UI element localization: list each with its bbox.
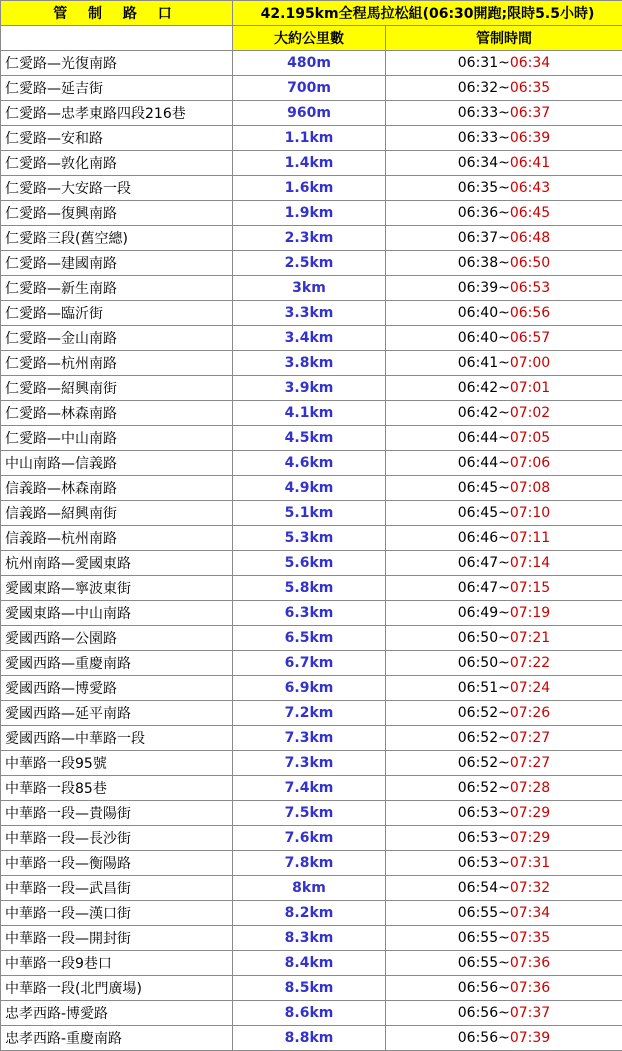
- checkpoint-location: 仁愛路—敦化南路: [1, 151, 233, 176]
- header-checkpoint-title: 管 制 路 口: [1, 1, 233, 26]
- table-row: [1, 126, 622, 151]
- time-end: 06:57: [510, 330, 550, 346]
- checkpoint-time-range: [386, 976, 622, 1001]
- table-row: [1, 526, 622, 551]
- time-separator: ~: [498, 230, 510, 246]
- checkpoint-time-range: [386, 526, 622, 551]
- checkpoint-distance: 3.3km: [233, 301, 386, 326]
- table-row: [1, 801, 622, 826]
- table-row: [1, 601, 622, 626]
- checkpoint-distance: 4.6km: [233, 451, 386, 476]
- checkpoint-distance: 1.9km: [233, 201, 386, 226]
- checkpoint-location: 仁愛路—杭州南路: [1, 351, 233, 376]
- checkpoint-time-range: [386, 801, 622, 826]
- checkpoint-location: 中華路一段—衡陽路: [1, 851, 233, 876]
- checkpoint-location: 中華路一段—貴陽街: [1, 801, 233, 826]
- time-end: 07:32: [510, 880, 550, 896]
- checkpoint-location: 中山南路—信義路: [1, 451, 233, 476]
- table-row: [1, 576, 622, 601]
- time-end: 07:01: [510, 380, 550, 396]
- time-separator: ~: [498, 705, 510, 721]
- time-separator: ~: [498, 730, 510, 746]
- table-header-row-title: [1, 1, 622, 26]
- checkpoint-location: 仁愛路—延吉街: [1, 76, 233, 101]
- time-end: 06:50: [510, 255, 550, 271]
- time-end: 07:28: [510, 780, 550, 796]
- checkpoint-distance: 8.5km: [233, 976, 386, 1001]
- table-row: [1, 326, 622, 351]
- checkpoint-location: 愛國西路—延平南路: [1, 701, 233, 726]
- time-start: 06:50: [458, 655, 498, 671]
- checkpoint-location: 中華路一段—武昌街: [1, 876, 233, 901]
- checkpoint-location: 仁愛路—建國南路: [1, 251, 233, 276]
- checkpoint-time-range: [386, 326, 622, 351]
- checkpoint-time-range: [386, 426, 622, 451]
- checkpoint-location: 中華路一段—漢口街: [1, 901, 233, 926]
- checkpoint-location: 仁愛路—復興南路: [1, 201, 233, 226]
- time-separator: ~: [498, 805, 510, 821]
- time-end: 07:39: [510, 1030, 550, 1046]
- table-row: [1, 826, 622, 851]
- time-separator: ~: [498, 830, 510, 846]
- checkpoint-time-range: [386, 251, 622, 276]
- time-end: 06:39: [510, 130, 550, 146]
- checkpoint-location: 仁愛路—安和路: [1, 126, 233, 151]
- time-separator: ~: [498, 255, 510, 271]
- checkpoint-distance: 7.3km: [233, 751, 386, 776]
- table-row: [1, 376, 622, 401]
- checkpoint-time-range: [386, 951, 622, 976]
- time-start: 06:55: [458, 905, 498, 921]
- time-end: 06:53: [510, 280, 550, 296]
- time-separator: ~: [498, 430, 510, 446]
- time-separator: ~: [498, 105, 510, 121]
- time-start: 06:56: [458, 1030, 498, 1046]
- checkpoint-distance: 8.3km: [233, 926, 386, 951]
- checkpoint-distance: 5.6km: [233, 551, 386, 576]
- table-row: [1, 201, 622, 226]
- checkpoint-time-range: [386, 176, 622, 201]
- time-separator: ~: [498, 630, 510, 646]
- time-separator: ~: [498, 155, 510, 171]
- time-start: 06:40: [458, 305, 498, 321]
- time-start: 06:36: [458, 205, 498, 221]
- table-row: [1, 751, 622, 776]
- checkpoint-distance: 1.4km: [233, 151, 386, 176]
- checkpoint-time-range: [386, 201, 622, 226]
- checkpoint-distance: 7.2km: [233, 701, 386, 726]
- time-separator: ~: [498, 355, 510, 371]
- checkpoint-distance: 8.8km: [233, 1026, 386, 1051]
- header-distance-column: 大約公里數: [233, 26, 386, 51]
- checkpoint-distance: 8.2km: [233, 901, 386, 926]
- time-end: 07:37: [510, 1005, 550, 1021]
- time-start: 06:33: [458, 105, 498, 121]
- time-end: 06:43: [510, 180, 550, 196]
- checkpoint-location: 忠孝西路-重慶南路: [1, 1026, 233, 1051]
- table-row: [1, 251, 622, 276]
- checkpoint-time-range: [386, 101, 622, 126]
- time-separator: ~: [498, 755, 510, 771]
- time-start: 06:40: [458, 330, 498, 346]
- checkpoint-distance: 3.4km: [233, 326, 386, 351]
- checkpoint-location: 杭州南路—愛國東路: [1, 551, 233, 576]
- checkpoint-distance: 2.5km: [233, 251, 386, 276]
- table-header-row-columns: [1, 26, 622, 51]
- time-start: 06:56: [458, 980, 498, 996]
- table-row: [1, 101, 622, 126]
- time-separator: ~: [498, 855, 510, 871]
- time-separator: ~: [498, 380, 510, 396]
- time-separator: ~: [498, 955, 510, 971]
- time-start: 06:53: [458, 805, 498, 821]
- table-row: [1, 851, 622, 876]
- time-end: 07:35: [510, 930, 550, 946]
- time-end: 06:35: [510, 80, 550, 96]
- checkpoint-time-range: [386, 1026, 622, 1051]
- checkpoint-distance: 700m: [233, 76, 386, 101]
- time-start: 06:33: [458, 130, 498, 146]
- checkpoint-location: 仁愛路—紹興南街: [1, 376, 233, 401]
- time-start: 06:45: [458, 505, 498, 521]
- checkpoint-time-range: [386, 876, 622, 901]
- table-row: [1, 351, 622, 376]
- checkpoint-time-range: [386, 51, 622, 76]
- checkpoint-distance: 7.3km: [233, 726, 386, 751]
- checkpoint-time-range: [386, 376, 622, 401]
- time-start: 06:42: [458, 380, 498, 396]
- time-start: 06:39: [458, 280, 498, 296]
- time-start: 06:47: [458, 580, 498, 596]
- checkpoint-time-range: [386, 301, 622, 326]
- checkpoint-location: 中華路一段(北門廣場): [1, 976, 233, 1001]
- checkpoint-distance: 480m: [233, 51, 386, 76]
- checkpoint-distance: 5.8km: [233, 576, 386, 601]
- time-end: 07:15: [510, 580, 550, 596]
- checkpoint-location: 愛國東路—中山南路: [1, 601, 233, 626]
- table-row: [1, 776, 622, 801]
- time-start: 06:55: [458, 955, 498, 971]
- checkpoint-location: 仁愛路—中山南路: [1, 426, 233, 451]
- time-separator: ~: [498, 80, 510, 96]
- time-end: 06:45: [510, 205, 550, 221]
- time-separator: ~: [498, 505, 510, 521]
- table-row: [1, 76, 622, 101]
- time-start: 06:31: [458, 55, 498, 71]
- checkpoint-location: 仁愛路三段(舊空總): [1, 226, 233, 251]
- table-row: [1, 651, 622, 676]
- checkpoint-time-range: [386, 751, 622, 776]
- time-start: 06:51: [458, 680, 498, 696]
- checkpoint-location: 中華路一段—開封街: [1, 926, 233, 951]
- table-row: [1, 401, 622, 426]
- checkpoint-time-range: [386, 701, 622, 726]
- time-separator: ~: [498, 880, 510, 896]
- checkpoint-time-range: [386, 126, 622, 151]
- time-separator: ~: [498, 305, 510, 321]
- table-row: [1, 701, 622, 726]
- time-separator: ~: [498, 980, 510, 996]
- time-start: 06:52: [458, 705, 498, 721]
- checkpoint-time-range: [386, 351, 622, 376]
- checkpoint-location: 愛國西路—重慶南路: [1, 651, 233, 676]
- checkpoint-distance: 8.6km: [233, 1001, 386, 1026]
- checkpoint-location: 信義路—杭州南路: [1, 526, 233, 551]
- time-end: 07:10: [510, 505, 550, 521]
- checkpoint-location: 信義路—林森南路: [1, 476, 233, 501]
- checkpoint-distance: 4.5km: [233, 426, 386, 451]
- checkpoint-location: 中華路一段85巷: [1, 776, 233, 801]
- table-row: [1, 551, 622, 576]
- checkpoint-distance: 6.9km: [233, 676, 386, 701]
- time-start: 06:34: [458, 155, 498, 171]
- table-row: [1, 626, 622, 651]
- time-end: 07:06: [510, 455, 550, 471]
- checkpoint-location: 中華路一段95號: [1, 751, 233, 776]
- checkpoint-distance: 7.5km: [233, 801, 386, 826]
- checkpoint-distance: 1.1km: [233, 126, 386, 151]
- checkpoint-time-range: [386, 151, 622, 176]
- time-start: 06:44: [458, 455, 498, 471]
- checkpoint-location: 仁愛路—新生南路: [1, 276, 233, 301]
- table-body: [1, 1, 622, 1051]
- time-separator: ~: [498, 1030, 510, 1046]
- checkpoint-distance: 7.4km: [233, 776, 386, 801]
- time-start: 06:35: [458, 180, 498, 196]
- time-start: 06:38: [458, 255, 498, 271]
- time-separator: ~: [498, 605, 510, 621]
- checkpoint-time-range: [386, 726, 622, 751]
- table-row: [1, 676, 622, 701]
- checkpoint-time-range: [386, 901, 622, 926]
- time-separator: ~: [498, 780, 510, 796]
- checkpoint-location: 中華路一段9巷口: [1, 951, 233, 976]
- checkpoint-location: 仁愛路—大安路一段: [1, 176, 233, 201]
- time-start: 06:47: [458, 555, 498, 571]
- checkpoint-time-range: [386, 551, 622, 576]
- checkpoint-location: 愛國西路—公園路: [1, 626, 233, 651]
- table-row: [1, 901, 622, 926]
- checkpoint-time-range: [386, 601, 622, 626]
- time-separator: ~: [498, 580, 510, 596]
- time-end: 07:08: [510, 480, 550, 496]
- checkpoint-time-range: [386, 76, 622, 101]
- checkpoint-distance: 3.9km: [233, 376, 386, 401]
- checkpoint-time-range: [386, 851, 622, 876]
- time-end: 07:27: [510, 730, 550, 746]
- time-end: 07:31: [510, 855, 550, 871]
- time-start: 06:55: [458, 930, 498, 946]
- checkpoint-time-range: [386, 651, 622, 676]
- checkpoint-location: 信義路—紹興南街: [1, 501, 233, 526]
- checkpoint-distance: 6.5km: [233, 626, 386, 651]
- table-row: [1, 726, 622, 751]
- checkpoint-distance: 5.1km: [233, 501, 386, 526]
- table-row: [1, 876, 622, 901]
- table-row: [1, 1001, 622, 1026]
- time-end: 07:14: [510, 555, 550, 571]
- time-end: 07:26: [510, 705, 550, 721]
- time-separator: ~: [498, 555, 510, 571]
- time-start: 06:52: [458, 755, 498, 771]
- time-start: 06:56: [458, 1005, 498, 1021]
- time-end: 07:05: [510, 430, 550, 446]
- checkpoint-location: 仁愛路—臨沂街: [1, 301, 233, 326]
- checkpoint-location: 愛國西路—博愛路: [1, 676, 233, 701]
- table-row: [1, 976, 622, 1001]
- time-end: 07:19: [510, 605, 550, 621]
- time-end: 07:00: [510, 355, 550, 371]
- checkpoint-location: 愛國東路—寧波東街: [1, 576, 233, 601]
- checkpoint-location: 忠孝西路-博愛路: [1, 1001, 233, 1026]
- table-row: [1, 276, 622, 301]
- table-row: [1, 951, 622, 976]
- checkpoint-time-range: [386, 476, 622, 501]
- checkpoint-distance: 4.1km: [233, 401, 386, 426]
- time-separator: ~: [498, 905, 510, 921]
- time-end: 07:02: [510, 405, 550, 421]
- time-end: 07:11: [510, 530, 550, 546]
- table-row: [1, 451, 622, 476]
- table-row: [1, 226, 622, 251]
- time-separator: ~: [498, 55, 510, 71]
- checkpoint-distance: 960m: [233, 101, 386, 126]
- table-row: [1, 501, 622, 526]
- time-start: 06:53: [458, 855, 498, 871]
- time-end: 07:34: [510, 905, 550, 921]
- checkpoint-time-range: [386, 501, 622, 526]
- time-end: 06:41: [510, 155, 550, 171]
- table-row: [1, 476, 622, 501]
- checkpoint-distance: 7.6km: [233, 826, 386, 851]
- table-row: [1, 51, 622, 76]
- header-blank-cell: [1, 26, 233, 51]
- header-event-title: 42.195km全程馬拉松組(06:30開跑;限時5.5小時): [233, 1, 622, 26]
- time-separator: ~: [498, 330, 510, 346]
- table-row: [1, 176, 622, 201]
- table-row: [1, 1026, 622, 1051]
- checkpoint-distance: 6.3km: [233, 601, 386, 626]
- checkpoint-distance: 5.3km: [233, 526, 386, 551]
- time-end: 07:29: [510, 830, 550, 846]
- time-start: 06:37: [458, 230, 498, 246]
- time-separator: ~: [498, 655, 510, 671]
- checkpoint-time-range: [386, 926, 622, 951]
- time-separator: ~: [498, 405, 510, 421]
- checkpoint-distance: 1.6km: [233, 176, 386, 201]
- time-separator: ~: [498, 280, 510, 296]
- table-row: [1, 926, 622, 951]
- time-end: 07:21: [510, 630, 550, 646]
- time-end: 07:36: [510, 955, 550, 971]
- checkpoint-time-range: [386, 576, 622, 601]
- checkpoint-location: 仁愛路—林森南路: [1, 401, 233, 426]
- time-start: 06:41: [458, 355, 498, 371]
- checkpoint-time-range: [386, 1001, 622, 1026]
- time-end: 06:48: [510, 230, 550, 246]
- checkpoint-time-range: [386, 676, 622, 701]
- time-end: 07:29: [510, 805, 550, 821]
- time-separator: ~: [498, 205, 510, 221]
- table-row: [1, 301, 622, 326]
- time-separator: ~: [498, 680, 510, 696]
- checkpoint-distance: 7.8km: [233, 851, 386, 876]
- time-end: 07:22: [510, 655, 550, 671]
- checkpoint-time-range: [386, 826, 622, 851]
- checkpoint-distance: 4.9km: [233, 476, 386, 501]
- checkpoint-distance: 6.7km: [233, 651, 386, 676]
- time-start: 06:44: [458, 430, 498, 446]
- checkpoint-time-range: [386, 626, 622, 651]
- time-start: 06:45: [458, 480, 498, 496]
- time-start: 06:52: [458, 780, 498, 796]
- table-row: [1, 151, 622, 176]
- time-start: 06:52: [458, 730, 498, 746]
- checkpoint-time-range: [386, 401, 622, 426]
- time-separator: ~: [498, 130, 510, 146]
- checkpoint-location: 仁愛路—光復南路: [1, 51, 233, 76]
- time-start: 06:50: [458, 630, 498, 646]
- checkpoint-location: 中華路一段—長沙街: [1, 826, 233, 851]
- checkpoint-location: 愛國西路—中華路一段: [1, 726, 233, 751]
- time-start: 06:49: [458, 605, 498, 621]
- time-end: 06:56: [510, 305, 550, 321]
- checkpoint-time-range: [386, 451, 622, 476]
- time-start: 06:53: [458, 830, 498, 846]
- time-separator: ~: [498, 530, 510, 546]
- checkpoint-time-range: [386, 226, 622, 251]
- time-separator: ~: [498, 1005, 510, 1021]
- time-start: 06:54: [458, 880, 498, 896]
- checkpoint-distance: 2.3km: [233, 226, 386, 251]
- checkpoint-location: 仁愛路—金山南路: [1, 326, 233, 351]
- checkpoint-distance: 3.8km: [233, 351, 386, 376]
- checkpoint-distance: 3km: [233, 276, 386, 301]
- time-end: 07:27: [510, 755, 550, 771]
- checkpoint-time-range: [386, 776, 622, 801]
- checkpoint-distance: 8km: [233, 876, 386, 901]
- time-start: 06:32: [458, 80, 498, 96]
- time-separator: ~: [498, 180, 510, 196]
- time-separator: ~: [498, 455, 510, 471]
- checkpoint-time-range: [386, 276, 622, 301]
- time-separator: ~: [498, 480, 510, 496]
- checkpoint-location: 仁愛路—忠孝東路四段216巷: [1, 101, 233, 126]
- time-end: 07:36: [510, 980, 550, 996]
- checkpoint-distance: 8.4km: [233, 951, 386, 976]
- time-start: 06:42: [458, 405, 498, 421]
- time-separator: ~: [498, 930, 510, 946]
- header-time-column: 管制時間: [386, 26, 622, 51]
- time-end: 06:34: [510, 55, 550, 71]
- table-row: [1, 426, 622, 451]
- time-end: 07:24: [510, 680, 550, 696]
- time-end: 06:37: [510, 105, 550, 121]
- time-start: 06:46: [458, 530, 498, 546]
